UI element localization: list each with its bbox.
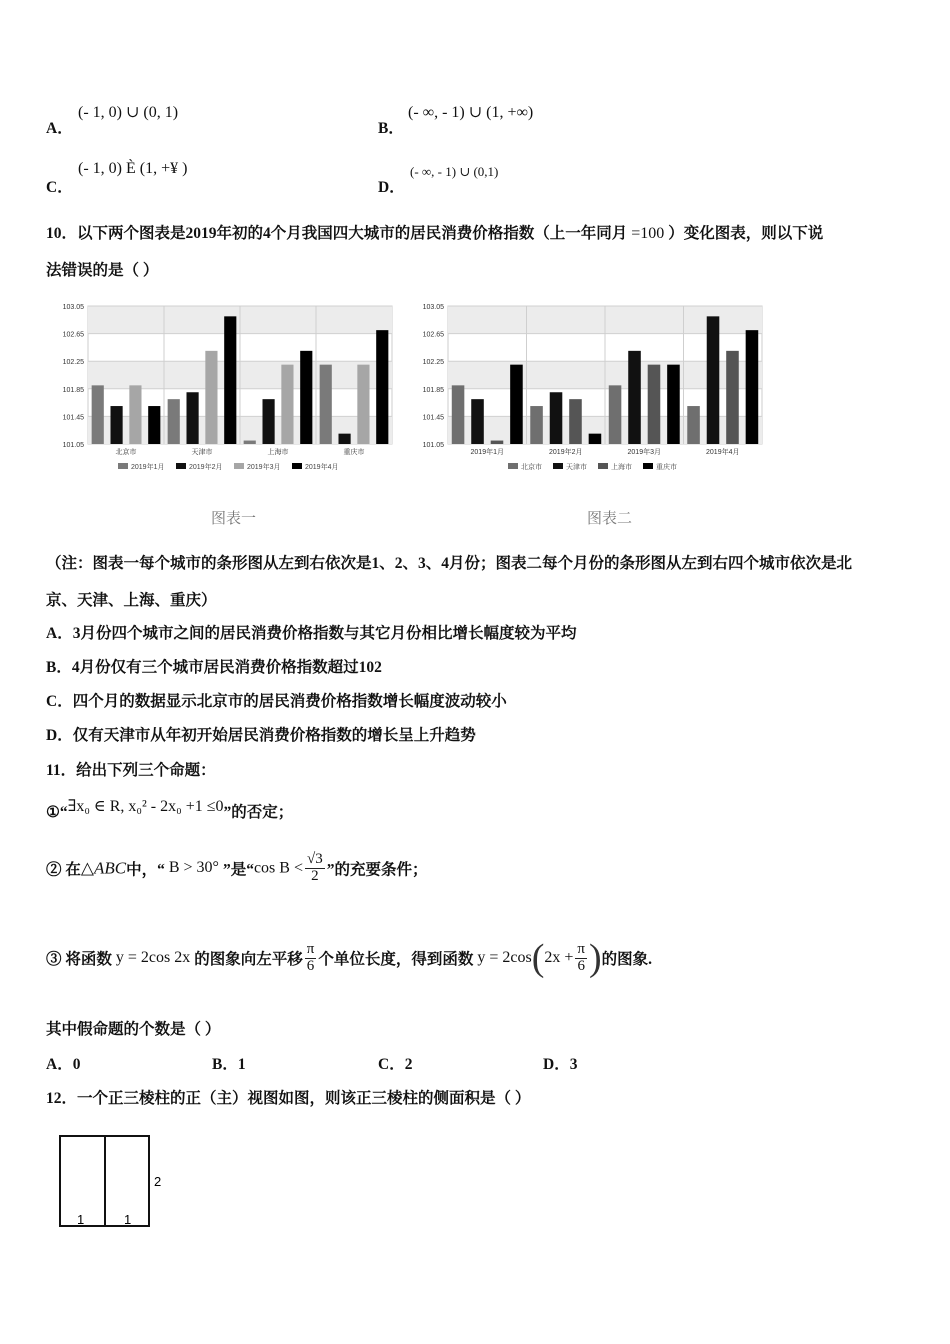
y-tick-label: 101.05 — [62, 442, 84, 449]
bar — [110, 406, 122, 444]
legend-swatch — [118, 463, 128, 469]
bar — [224, 316, 236, 444]
q9-option-b-label: B． — [378, 120, 404, 137]
x-tick-label: 北京市 — [115, 449, 137, 456]
bar — [530, 406, 543, 444]
q11-question: 其中假命题的个数是（ ） — [46, 1021, 221, 1038]
q11-p3-tail: 的图象. — [601, 951, 653, 968]
y-tick-label: 101.05 — [422, 442, 444, 449]
bar — [628, 351, 641, 444]
y-tick-label: 103.05 — [62, 304, 84, 311]
bar — [471, 399, 484, 444]
bar — [569, 399, 582, 444]
chart-one — [50, 296, 400, 476]
q11-p3-arg-num: π — [577, 940, 585, 957]
q11-p2-fraction — [305, 852, 325, 885]
q11-p3-arg: 2x + — [544, 949, 574, 966]
chart-two-caption: 图表二 — [587, 509, 633, 527]
q11-p3-mid2: 个单位长度，得到函数 — [318, 951, 474, 968]
q10-stem-eq: =100 — [631, 225, 665, 242]
q11-p2-frac-num: √3 — [306, 851, 323, 867]
y-tick-label: 103.05 — [422, 304, 444, 311]
q11-p2-cos: cos B < — [253, 859, 303, 877]
q11-p2-mid: 中，“ — [126, 861, 165, 879]
legend-swatch — [234, 463, 244, 469]
bar — [609, 385, 622, 444]
q11-p2-num: ② 在 — [46, 861, 81, 879]
q10-option-c: C．四个月的数据显示北京市的居民消费价格指数增长幅度波动较小 — [46, 693, 507, 710]
x-tick-label: 2019年4月 — [706, 449, 740, 456]
q9-option-a-expr: (- 1, 0) ∪ (0, 1) — [78, 104, 179, 121]
bar — [648, 365, 661, 444]
q10-note-line1: （注：图表一每个城市的条形图从左到右依次是1、2、3、4月份；图表二每个月份的条形图从左到右四个城市依次是北 — [46, 555, 853, 572]
bar — [589, 434, 602, 444]
legend-entry: 2019年2月 — [189, 464, 223, 471]
right-paren: ) — [588, 937, 602, 979]
y-tick-label: 101.85 — [422, 386, 444, 394]
y-tick-label: 101.85 — [62, 386, 84, 394]
q10-option-b: B．4月份仅有三个城市居民消费价格指数超过102 — [46, 659, 382, 676]
q9-option-c-expr: (- 1, 0) È (1, +¥ ) — [78, 160, 188, 177]
bar — [281, 365, 293, 444]
q11-p3-mid: 的图象向左平移 — [194, 951, 303, 968]
left-paren: ( — [531, 937, 545, 979]
legend-swatch — [508, 463, 518, 469]
q11-p2-cond: B > 30° — [168, 859, 219, 877]
x-tick-label: 上海市 — [267, 449, 289, 456]
bar — [92, 385, 104, 444]
bar — [205, 351, 217, 444]
legend-entry: 2019年4月 — [305, 464, 339, 471]
x-tick-label: 天津市 — [191, 449, 213, 456]
q11-p1-tail: ”的否定； — [223, 804, 294, 821]
q9-option-a-label: A． — [46, 120, 73, 137]
q12-stem: 12．一个正三棱柱的正（主）视图如图，则该正三棱柱的侧面积是（ ） — [46, 1090, 531, 1107]
chart-one-caption: 图表一 — [211, 509, 257, 527]
q11-p2-frac-den: 2 — [311, 867, 319, 884]
bar — [667, 365, 680, 444]
x-tick-label: 2019年1月 — [470, 449, 504, 456]
y-tick-label: 102.65 — [422, 331, 444, 339]
q10-stem-line1 — [46, 221, 823, 243]
legend-entry: 北京市 — [521, 464, 542, 471]
q11-option-d: D．3 — [543, 1056, 578, 1073]
q10-stem-part-b: ）变化图表，则以下说 — [668, 225, 824, 242]
q12-front-view-figure — [44, 1128, 184, 1238]
bar — [726, 351, 739, 444]
legend-swatch — [598, 463, 608, 469]
legend-entry: 天津市 — [566, 464, 587, 471]
bar — [376, 330, 388, 444]
q10-option-d: D．仅有天津市从年初开始居民消费价格指数的增长呈上升趋势 — [46, 727, 476, 744]
q11-p3-frac-den: 6 — [306, 957, 315, 974]
bar — [550, 392, 563, 444]
q11-p3-func1: y = 2cos 2x — [115, 949, 191, 966]
q11-p3-func2: y = 2cos — [477, 949, 532, 966]
q11-proposition-2 — [46, 852, 427, 885]
bar — [452, 385, 465, 444]
bar — [168, 399, 180, 444]
x-tick-label: 重庆市 — [343, 449, 365, 456]
q11-p3-num: ③ 将函数 — [46, 951, 112, 968]
y-tick-label: 102.25 — [422, 359, 444, 367]
legend-swatch — [643, 463, 653, 469]
q11-p3-arg-den: 6 — [577, 957, 585, 974]
chart-two — [410, 296, 770, 476]
y-tick-label: 102.65 — [62, 331, 84, 339]
q11-option-c: C．2 — [378, 1056, 413, 1073]
legend-swatch — [292, 463, 302, 469]
q9-option-c-label: C． — [46, 179, 73, 196]
q11-p3-fraction — [305, 942, 317, 975]
bar — [707, 316, 720, 444]
bar — [244, 441, 256, 444]
q10-note-line2: 京、天津、上海、重庆） — [46, 592, 217, 609]
q11-p2-is: ”是“ — [222, 861, 254, 879]
q11-option-b: B．1 — [212, 1056, 246, 1073]
q10-option-a: A．3月份四个城市之间的居民消费价格指数与其它月份相比增长幅度较为平均 — [46, 625, 577, 642]
y-tick-label: 102.25 — [62, 359, 84, 367]
bar — [746, 330, 759, 444]
q11-p2-tail: ”的充要条件； — [326, 861, 428, 879]
y-tick-label: 101.45 — [422, 414, 444, 422]
legend-entry: 2019年3月 — [247, 464, 281, 471]
front-view-right-label: 1 — [124, 1212, 132, 1227]
bar — [320, 365, 332, 444]
q9-option-d-expr: (- ∞, - 1) ∪ (0,1) — [410, 164, 499, 179]
x-tick-label: 2019年2月 — [549, 449, 583, 456]
bar — [510, 365, 523, 444]
q9-option-b-expr: (- ∞, - 1) ∪ (1, +∞) — [408, 104, 534, 121]
legend-entry: 上海市 — [611, 464, 632, 471]
bar — [186, 392, 198, 444]
bar — [491, 441, 504, 444]
legend-entry: 重庆市 — [656, 464, 677, 471]
bar — [687, 406, 700, 444]
q10-stem-line2: 法错误的是（ ） — [46, 262, 159, 279]
bar — [300, 351, 312, 444]
q11-p1-num: ①“ — [46, 804, 68, 821]
front-view-height-label: 2 — [154, 1174, 162, 1189]
bar — [129, 385, 141, 444]
q11-p3-arg-fraction — [575, 942, 587, 975]
legend-swatch — [176, 463, 186, 469]
bar — [148, 406, 160, 444]
q11-option-a: A．0 — [46, 1056, 81, 1073]
front-view-left-label: 1 — [77, 1212, 85, 1227]
q11-p1-expr: ∃x₀ ∈ R, x₀² - 2x₀ +1 ≤0 — [67, 798, 224, 815]
q9-option-d-label: D． — [378, 179, 405, 196]
legend-entry: 2019年1月 — [131, 464, 165, 471]
legend-swatch — [553, 463, 563, 469]
q11-stem: 11．给出下列三个命题： — [46, 762, 216, 779]
bar — [338, 434, 350, 444]
x-tick-label: 2019年3月 — [627, 449, 661, 456]
q10-stem-part-a: 10．以下两个图表是2019年初的4个月我国四大城市的居民消费价格指数（上一年同月 — [46, 225, 628, 242]
q11-p2-triangle: △ABC — [80, 858, 127, 878]
bar — [262, 399, 274, 444]
q11-proposition-3 — [46, 936, 652, 980]
q11-proposition-1 — [46, 800, 293, 822]
y-tick-label: 101.45 — [62, 414, 84, 422]
q11-p3-frac-num: π — [306, 940, 315, 957]
bar — [357, 365, 369, 444]
